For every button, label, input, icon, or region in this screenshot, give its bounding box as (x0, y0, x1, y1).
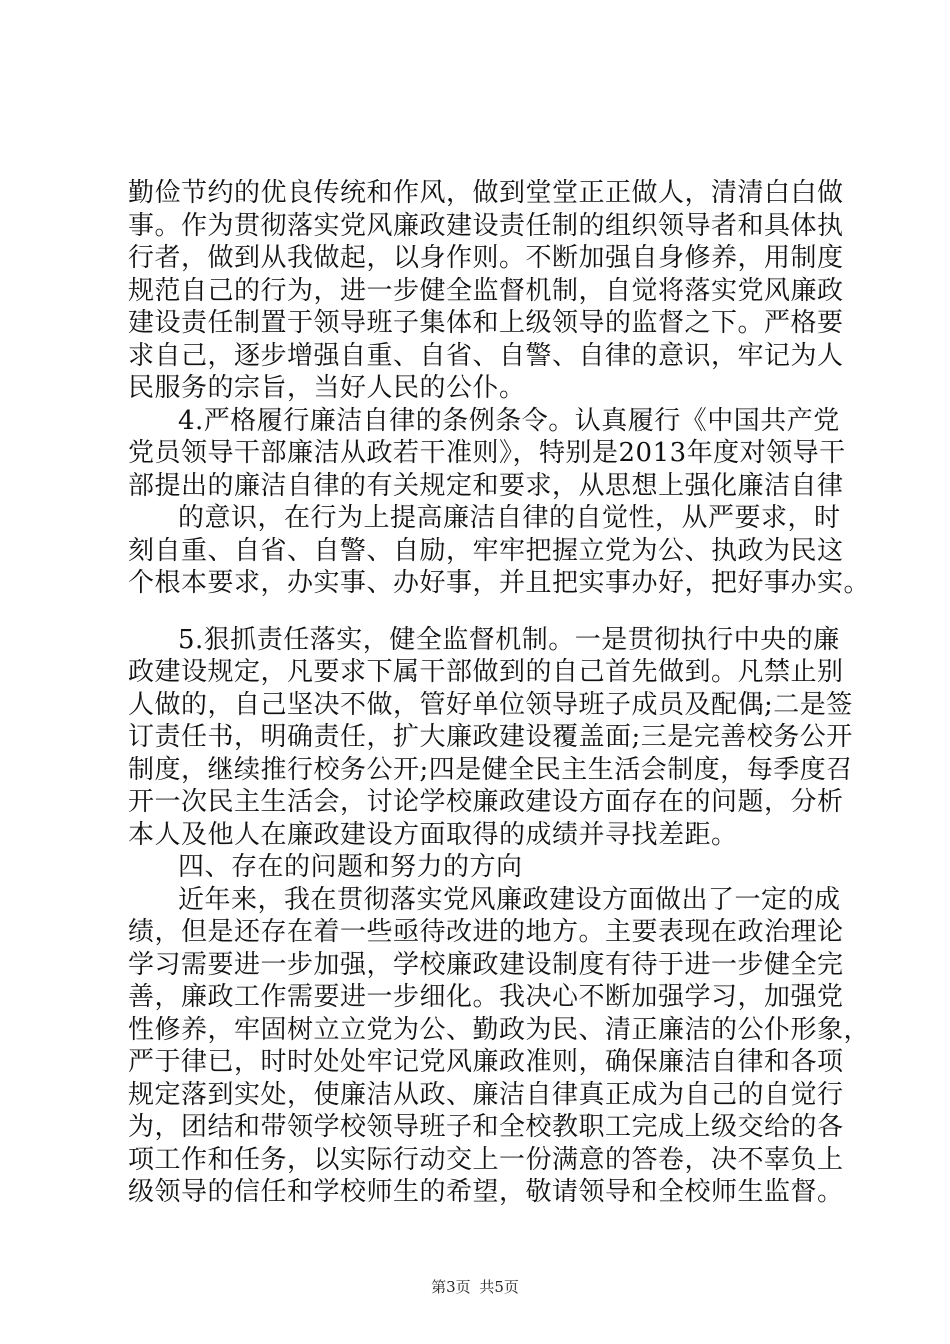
section-heading: 四、存在的问题和努力的方向 (178, 852, 523, 882)
text-line: 事。作为贯彻落实党风廉政建设责任制的组织领导者和具体执 (128, 211, 844, 241)
text-line: 学习需要进一步加强，学校廉政建设制度有待于进一步健全完 (128, 950, 844, 980)
text-line: 规范自己的行为，进一步健全监督机制，自觉将落实党风廉政 (128, 276, 844, 306)
text-line: 建设责任制置于领导班子集体和上级领导的监督之下。严格要 (128, 308, 844, 338)
text-line: 4.严格履行廉洁自律的条例条令。认真履行《中国共产党 (178, 406, 840, 436)
text-line: 绩，但是还存在着一些亟待改进的地方。主要表现在政治理论 (128, 917, 844, 947)
text-line: 制度，继续推行校务公开;四是健全民主生活会制度，每季度召 (128, 755, 853, 785)
text-line: 性修养，牢固树立立党为公、勤政为民、清正廉洁的公仆形象， (128, 1015, 871, 1045)
text-line: 本人及他人在廉政建设方面取得的成绩并寻找差距。 (128, 820, 738, 850)
text-line: 政建设规定，凡要求下属干部做到的自己首先做到。凡禁止别 (128, 657, 844, 687)
text-line: 5.狠抓责任落实，健全监督机制。一是贯彻执行中央的廉 (178, 625, 840, 655)
text-line: 订责任书，明确责任，扩大廉政建设覆盖面;三是完善校务公开 (128, 722, 853, 752)
text-line: 民服务的宗旨，当好人民的公仆。 (128, 373, 526, 403)
text-line: 人做的，自己坚决不做，管好单位领导班子成员及配偶;二是签 (128, 690, 853, 720)
text-line: 善，廉政工作需要进一步细化。我决心不断加强学习，加强党 (128, 982, 844, 1012)
text-line: 严于律已，时时处处牢记党风廉政准则，确保廉洁自律和各项 (128, 1047, 844, 1077)
text-line: 行者，做到从我做起，以身作则。不断加强自身修养，用制度 (128, 243, 844, 273)
text-line: 部提出的廉洁自律的有关规定和要求，从思想上强化廉洁自律 (128, 471, 844, 501)
text-line: 近年来，我在贯彻落实党风廉政建设方面做出了一定的成 (178, 885, 841, 915)
page-number: 第3页 (431, 1278, 471, 1296)
text-line: 为，团结和带领学校领导班子和全校教职工完成上级交给的各 (128, 1112, 844, 1142)
text-line: 的意识，在行为上提高廉洁自律的自觉性，从严要求，时 (178, 503, 841, 533)
page-footer (0, 1277, 950, 1297)
text-line: 刻自重、自省、自警、自励，牢牢把握立党为公、执政为民这 (128, 536, 844, 566)
page-total: 共5页 (479, 1278, 519, 1296)
text-line: 个根本要求，办实事、办好事，并且把实事办好，把好事办实。 (128, 568, 871, 598)
text-line: 规定落到实处，使廉洁从政、廉洁自律真正成为自己的自觉行 (128, 1080, 844, 1110)
text-line: 开一次民主生活会，讨论学校廉政建设方面存在的问题，分析 (128, 787, 844, 817)
text-line: 求自己，逐步增强自重、自省、自警、自律的意识，牢记为人 (128, 341, 844, 371)
text-line: 勤俭节约的优良传统和作风，做到堂堂正正做人，清清白白做 (128, 178, 844, 208)
text-line: 党员领导干部廉洁从政若干准则》，特别是2013年度对领导干 (128, 438, 846, 468)
text-line: 级领导的信任和学校师生的希望，敬请领导和全校师生监督。 (128, 1177, 844, 1207)
text-line: 项工作和任务，以实际行动交上一份满意的答卷，决不辜负上 (128, 1145, 844, 1175)
